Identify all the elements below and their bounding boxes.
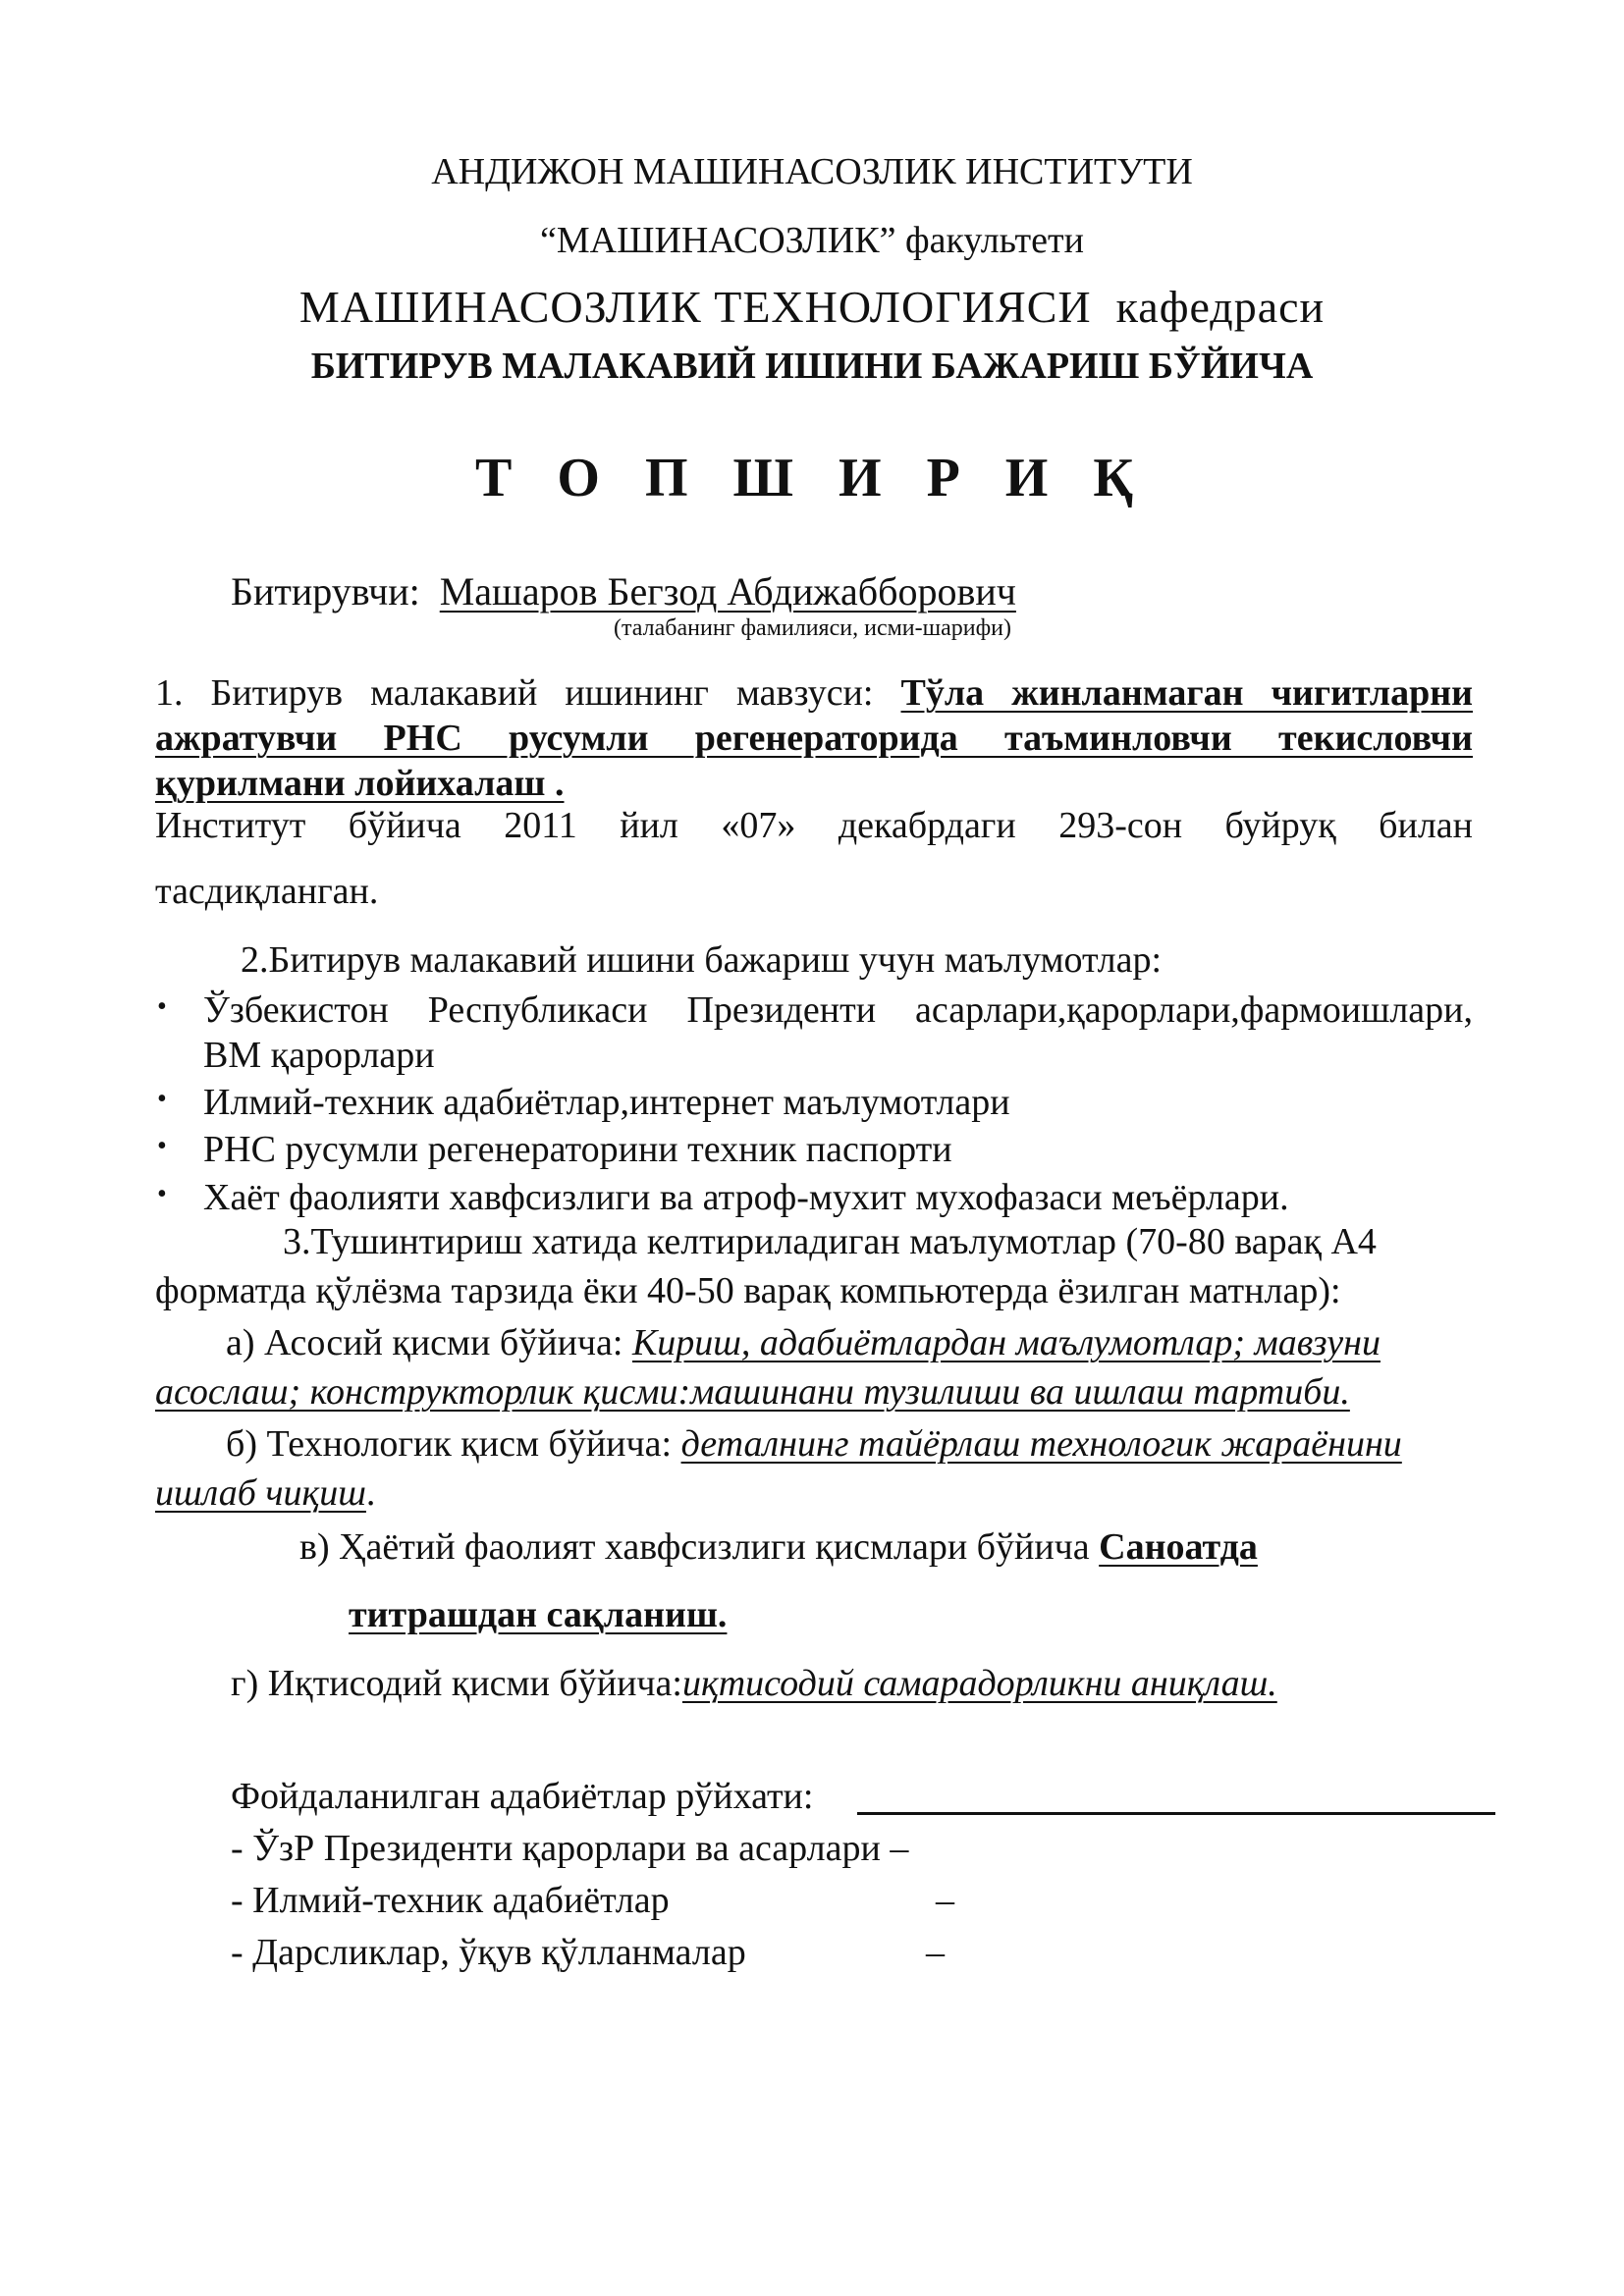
section1-prefix: 1. Битирув малакавий ишининг мавзуси: — [155, 672, 874, 714]
subsection-b-period: . — [365, 1472, 376, 1514]
section2-item-cont: ВМ қарорлари — [203, 1035, 435, 1076]
graduate-line — [231, 569, 1016, 614]
subsection-g-line — [231, 1661, 1277, 1706]
section2-item: РНС русумли регенераторини техник паспорти — [203, 1129, 952, 1170]
department-line — [0, 282, 1624, 332]
references-blank-line — [857, 1812, 1495, 1815]
subsection-a-line1 — [226, 1320, 1380, 1365]
bullet-icon: • — [157, 991, 167, 1022]
section2-item: Хаёт фаолияти хавфсизлиги ва атроф-мухит мухофазаси меъёрлари. — [203, 1177, 1289, 1218]
subsection-b-text-cont: ишлаб чиқиш — [155, 1472, 366, 1514]
subsection-v-line1 — [299, 1524, 1258, 1570]
subsection-g-label: г) Иқтисодий қисми бўйича: — [231, 1663, 682, 1704]
bullet-icon: • — [157, 1131, 167, 1161]
topic-part3: қурилмани лойихалаш . — [155, 763, 565, 804]
references-label: Фойдаланилган адабиётлар рўйхати: — [231, 1776, 814, 1817]
graduate-label: Битирувчи: — [231, 569, 420, 614]
subsection-a-text-cont: асослаш; конструкторлик қисми:машинани тузилиши ва ишлаш тартиби. — [155, 1371, 1350, 1413]
subsection-b-text: деталнинг тайёрлаш технологик жараёнини — [680, 1423, 1402, 1465]
document-title: Т О П Ш И Р И Қ — [475, 448, 1149, 508]
subsection-v-label: в) Ҳаётий фаолият хавфсизлиги қисмлари бўйича — [299, 1526, 1090, 1568]
section2-heading: 2.Битирув малакавий ишини бажариш учун маълумотлар: — [241, 939, 1163, 981]
approval-line2: тасдиқланган. — [155, 871, 379, 912]
bullet-icon: • — [157, 1084, 167, 1114]
bullet-icon: • — [157, 1179, 167, 1209]
subsection-v-text-cont: титрашдан сақланиш. — [349, 1594, 728, 1635]
reference-item: - Илмий-техник адабиётлар — [231, 1880, 670, 1921]
subsection-g-text: иқтисодий самарадорликни аниқлаш. — [681, 1663, 1277, 1704]
institute-name: АНДИЖОН МАШИНАСОЗЛИК ИНСТИТУТИ — [431, 151, 1193, 192]
reference-dash: – — [936, 1880, 954, 1921]
section2-item: Ўзбекистон Республикаси Президенти асарлари,қарорлари,фармоишлари, — [203, 989, 1473, 1031]
department-suffix: кафедраси — [1115, 282, 1326, 332]
subsection-b-line2 — [155, 1470, 375, 1516]
reference-item: - ЎзР Президенти қарорлари ва асарлари – — [231, 1828, 909, 1869]
section1-line1 — [155, 670, 1473, 716]
topic-part2: ажратувчи РНС русумли регенераторида таъминловчи текисловчи — [155, 718, 1473, 759]
section2-item: Илмий-техник адабиётлар,интернет маълумотлари — [203, 1082, 1010, 1123]
subsection-a-label: а) Асосий қисми бўйича: — [226, 1322, 623, 1363]
subtitle: БИТИРУВ МАЛАКАВИЙ ИШИНИ БАЖАРИШ БЎЙИЧА — [310, 346, 1314, 387]
topic-part1: Тўла жинланмаган чигитларни — [900, 672, 1474, 714]
graduate-name: Машаров Бегзод Абдижабборович — [439, 569, 1016, 614]
department-name: МАШИНАСОЗЛИК ТЕХНОЛОГИЯСИ — [298, 282, 1092, 332]
subsection-v-text: Саноатда — [1099, 1526, 1258, 1568]
graduate-caption: (талабанинг фамилияси, исми-шарифи) — [614, 615, 1011, 641]
reference-dash: – — [926, 1932, 945, 1973]
section3-heading-line2: форматда қўлёзма тарзида ёки 40-50 варақ компьютерда ёзилган матнлар): — [155, 1270, 1341, 1311]
subsection-a-text: Кириш, адабиётлардан маълумотлар; мавзуни — [631, 1322, 1381, 1363]
approval-line1: Институт бўйича 2011 йил «07» декабрдаги 293-сон буйруқ билан — [155, 805, 1473, 846]
subsection-b-label: б) Технологик қисм бўйича: — [226, 1423, 673, 1465]
section3-heading-line1: 3.Тушинтириш хатида келтириладиган маълумотлар (70-80 варақ А4 — [283, 1221, 1377, 1262]
reference-item: - Дарсликлар, ўқув қўлланмалар — [231, 1932, 746, 1973]
subsection-b-line1 — [226, 1421, 1402, 1467]
faculty-name: “МАШИНАСОЗЛИК” факультети — [540, 220, 1084, 261]
